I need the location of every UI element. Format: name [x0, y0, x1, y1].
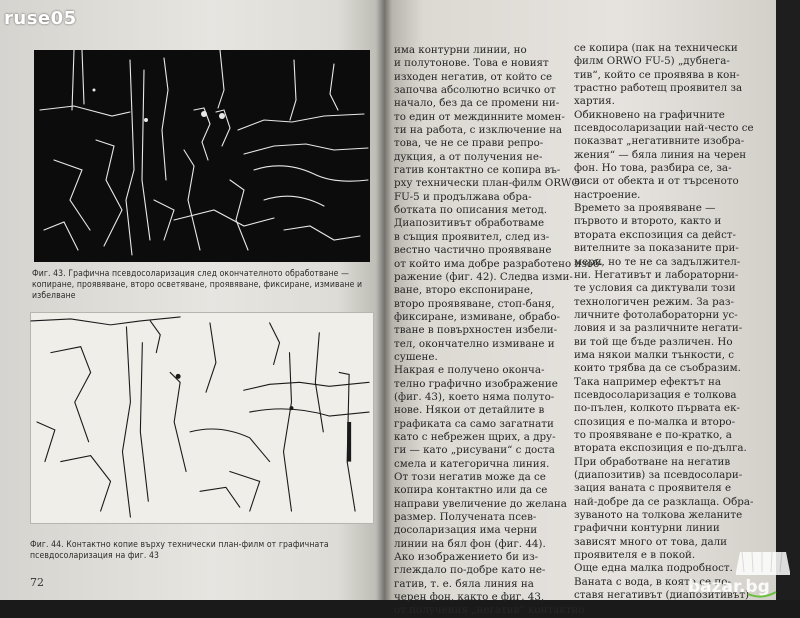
text-line: ловия и за различните негати- — [574, 322, 743, 335]
text-line: вестно частично проявяване — [394, 244, 552, 257]
text-line: първото и второто, както и — [574, 215, 722, 228]
text-line: тел, окончателно измиване и — [394, 337, 555, 350]
text-line: размер. Получената псев- — [394, 511, 537, 524]
text-line: черен фон, както е фиг. 43, — [394, 591, 545, 604]
text-line: смела и категорична линия. — [394, 457, 550, 470]
text-line: второ проявяване, стоп-баня, — [394, 297, 555, 310]
text-line: ване, второ експониране, — [394, 284, 534, 297]
text-line: по-пълен, колкото първата ек- — [574, 402, 741, 415]
text-line: досоларизация има черни — [394, 524, 538, 537]
figure-43-photo — [34, 50, 370, 262]
text-line: започва абсолютно всичко от — [394, 84, 556, 97]
text-line: най-добре да се разклаща. Обра- — [574, 495, 754, 508]
text-line: ботката по описания метод. — [394, 204, 548, 217]
text-line: и полутонове. Това е новият — [394, 57, 549, 70]
bazar-logo-text: bazar.bg — [688, 577, 770, 597]
text-line: FU-5 и продължава обра- — [394, 190, 532, 203]
text-line: графични контурни линии — [574, 522, 720, 535]
text-line: ражение (фиг. 42). Следва изми- — [394, 270, 573, 283]
book-gutter — [376, 0, 392, 600]
text-line: има контурни линии, но — [394, 44, 527, 56]
text-line: настроение. — [574, 188, 641, 201]
text-line: направи увеличение до желана — [394, 497, 567, 510]
text-line: телно графично изображение — [394, 377, 558, 390]
text-line: тване в повърхностен избели- — [394, 324, 558, 337]
page-number: 72 — [30, 576, 44, 589]
text-line: Обикновено на графичните — [574, 108, 725, 121]
watermark-text: ruse05 — [4, 8, 77, 29]
text-line: технологичен режим. За раз- — [574, 295, 734, 308]
figure-43-caption: Фиг. 43. Графична псевдосоларизация след окончателното обработване — копиране, проявяване, второ осветяване, проявяване, фиксиране, измиване и избелване — [32, 269, 363, 301]
left-page — [0, 0, 384, 600]
text-line: от който има добре разработено изоб- — [394, 257, 603, 270]
text-line: Ваната с вода, в която се по- — [574, 575, 731, 588]
text-line: в същия проявител, след из- — [394, 230, 550, 243]
text-line: зация ваната с проявителя е — [574, 482, 732, 495]
text-line: копира контактно или да се — [394, 484, 548, 497]
text-line: (диапозитив) за псевдосолари- — [574, 469, 743, 481]
figure-44-photo — [30, 312, 374, 524]
text-line: гатив контактно се копира въ- — [394, 164, 561, 177]
text-line: спозиция е по-малка и второ- — [574, 415, 736, 428]
text-line: фон. Но това, разбира се, за- — [574, 162, 732, 175]
text-line: тив“, който се проявява в кон- — [574, 68, 740, 81]
text-line: Още една малка подробност. — [574, 562, 733, 575]
text-line: От този негатив може да се — [394, 471, 546, 483]
text-line: проявителя е в покой. — [574, 549, 696, 562]
text-line: линии на бял фон (фиг. 44). — [394, 537, 546, 550]
text-line: които трябва да се съобразим. — [574, 362, 741, 375]
text-line: хартия. — [574, 95, 615, 108]
text-line: филм ORWO FU-5) „дубнега- — [574, 55, 730, 68]
text-line: Така например ефектът на — [574, 375, 722, 388]
text-line: има някои малки тънкости, с — [574, 348, 735, 361]
text-line: изходен негатив, от който се — [394, 70, 553, 83]
text-line: жения“ — бяла линия на черен — [574, 148, 747, 161]
text-line: Времето за проявяване — — [574, 202, 716, 215]
text-line: рху технически план-филм ORWO — [394, 177, 580, 190]
text-line: то проявяване е по-кратко, а — [574, 428, 732, 441]
bazar-logo — [682, 548, 794, 598]
text-line: гатив, т. е. бяла линия на — [394, 577, 534, 590]
text-line: като с небрежен щрих, а дру- — [394, 430, 556, 443]
text-line: втората експозиция е по-дълга. — [574, 442, 747, 455]
text-line: вителните за показаните при- — [574, 242, 739, 255]
text-line: Диапозитивът обработваме — [394, 217, 545, 230]
text-line: фиксиране, измиване, обрабо- — [394, 310, 561, 323]
text-line: личните фотолабораторни ус- — [574, 308, 738, 321]
text-line: (фиг. 43), което няма полуто- — [394, 390, 555, 403]
text-line: зависят много от това, дали — [574, 535, 728, 548]
text-line: Накрая е получено оконча- — [394, 364, 545, 377]
text-line: ги — като „рисувани“ с доста — [394, 444, 555, 457]
text-line: сушене. — [394, 350, 438, 363]
text-line: ти на работа, с изключение на — [394, 124, 563, 137]
text-line: мери, но те не са задължител- — [574, 255, 741, 268]
text-line: зуваното на толкова желаните — [574, 509, 743, 522]
text-line: виси от обекта и от търсеното — [574, 175, 739, 188]
text-line: показват „негативните изобра- — [574, 135, 745, 148]
text-line: глеждало по-добре като не- — [394, 564, 546, 577]
text-line: ви той ще бъде различен. Но — [574, 335, 733, 348]
text-line: дукция, а от получения не- — [394, 150, 543, 163]
text-line: втората експозиция са дейст- — [574, 228, 737, 241]
text-line: начало, без да се промени ни- — [394, 97, 560, 110]
text-line: ставя негативът (диапозитивът) — [574, 589, 750, 602]
figure-44-caption: Фиг. 44. Контактно копие върху технически план-филм от графичната псевдосоларизация на фиг. 43 — [30, 540, 329, 561]
text-line: това, че не се прави репро- — [394, 137, 544, 150]
text-line: от получения „негатив“ контактно — [394, 604, 585, 617]
text-line: те условия са диктували този — [574, 282, 736, 295]
text-line: трастно работещ проявител за — [574, 82, 743, 95]
text-column-2 — [574, 42, 754, 602]
text-line: Ако изображението би из- — [394, 551, 539, 564]
text-line: псевдосоларизации най-често се — [574, 122, 754, 135]
text-line: ни. Негативът и лабораторни- — [574, 268, 739, 281]
text-line: нове. Някои от детайлите в — [394, 404, 545, 417]
text-line: псевдосоларизация е толкова — [574, 388, 737, 401]
text-line: то един от междинните момен- — [394, 110, 565, 123]
text-line: се копира (пак на технически — [574, 42, 738, 54]
text-line: графиката са само загатнати — [394, 417, 554, 430]
text-line: При обработване на негатив — [574, 455, 731, 468]
